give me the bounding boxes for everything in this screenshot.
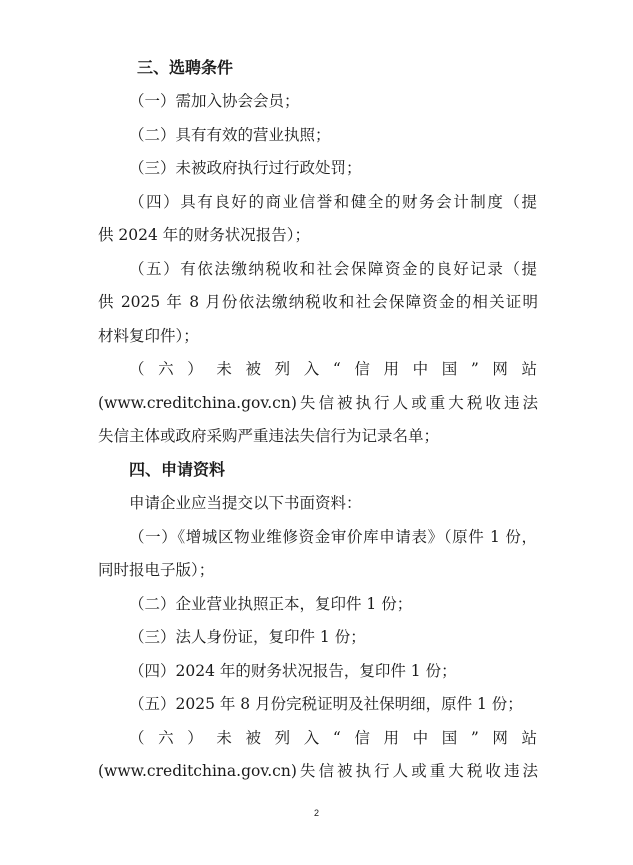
materials-intro: 申请企业应当提交以下书面资料： [129,494,362,512]
condition-item-5-cont2: 材料复印件）； [98,327,199,345]
material-item-3: （三）法人身份证，复印件 1 份； [129,628,366,646]
condition-item-5: （五）有依法缴纳税收和社会保障资金的良好记录（提 [129,260,537,278]
material-item-6-cont: (www.creditchina.gov.cn)失信被执行人或重大税收违法 [98,762,538,780]
material-item-6: （六）未被列入“信用中国”网站 [129,729,537,747]
condition-item-6-cont: (www.creditchina.gov.cn)失信被执行人或重大税收违法 [98,394,538,412]
material-item-2: （二）企业营业执照正本，复印件 1 份； [129,595,413,613]
section-heading-application-materials: 四、申请资料 [129,460,226,479]
condition-item-4-cont: 供 2024 年的财务状况报告）； [98,226,311,244]
condition-item-3: （三）未被政府执行过行政处罚； [129,159,362,177]
page-number: 2 [313,808,319,818]
condition-item-4: （四）具有良好的商业信誉和健全的财务会计制度（提 [129,193,537,211]
material-item-1-cont: 同时报电子版）； [98,561,215,579]
condition-item-6: （六）未被列入“信用中国”网站 [129,360,537,378]
condition-item-2: （二）具有有效的营业执照； [129,126,331,144]
condition-item-1: （一）需加入协会会员； [129,92,300,110]
material-item-5: （五）2025 年 8 月份完税证明及社保明细，原件 1 份； [129,695,523,713]
section-heading-selection-conditions: 三、选聘条件 [137,58,234,77]
condition-item-5-cont: 供 2025 年 8 月份依法缴纳税收和社会保障资金的相关证明 [98,293,538,311]
material-item-4: （四）2024 年的财务状况报告，复印件 1 份； [129,662,457,680]
condition-item-6-cont2: 失信主体或政府采购严重违法失信行为记录名单； [98,427,440,445]
material-item-1: （一）《增城区物业维修资金审价库申请表》（原件 1 份， [129,528,537,546]
